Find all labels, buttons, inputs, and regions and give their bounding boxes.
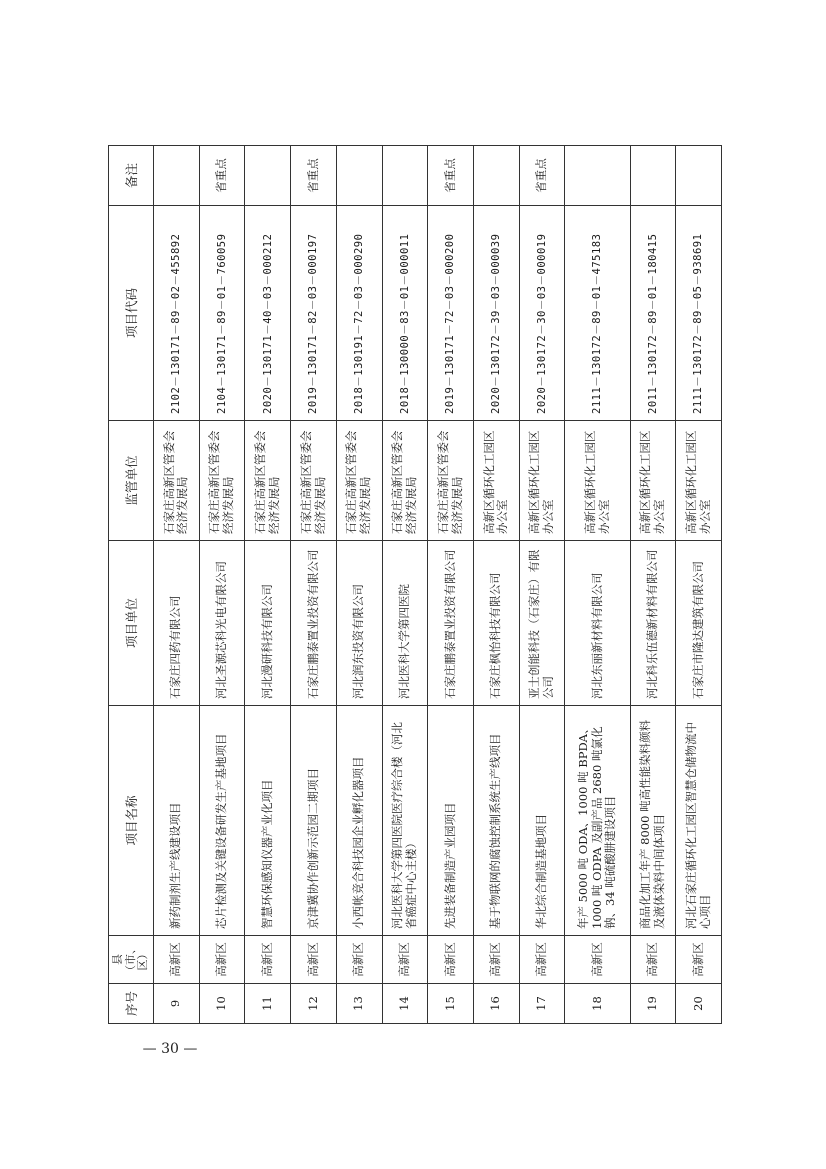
cell-supervisor: 高新区循环化工园区办公室 — [565, 421, 630, 541]
cell-county: 高新区 — [291, 936, 337, 984]
cell-remark — [382, 146, 428, 206]
cell-seq: 17 — [519, 984, 565, 1024]
cell-county: 高新区 — [565, 936, 630, 984]
table-row — [519, 146, 565, 1024]
project-table — [108, 145, 722, 1024]
cell-county: 高新区 — [630, 936, 676, 984]
cell-county: 高新区 — [382, 936, 428, 984]
cell-seq: 15 — [428, 984, 474, 1024]
cell-supervisor: 高新区循环化工园区办公室 — [630, 421, 676, 541]
cell-remark: 省重点 — [291, 146, 337, 206]
cell-seq: 12 — [291, 984, 337, 1024]
cell-remark: 省重点 — [199, 146, 245, 206]
cell-supervisor: 石家庄高新区管委会经济发展局 — [154, 421, 200, 541]
cell-project-code: 2020－130172－30－03－000019 — [519, 206, 565, 421]
table-row — [245, 146, 291, 1024]
header-county: 县 （市、区） — [109, 936, 154, 984]
header-project-code: 项目代码 — [109, 206, 154, 421]
cell-seq: 9 — [154, 984, 200, 1024]
cell-county: 高新区 — [245, 936, 291, 984]
cell-project-name: 芯片检测及关键设备研发生产基地项目 — [199, 706, 245, 936]
table-row — [676, 146, 722, 1024]
table-row — [474, 146, 520, 1024]
rotated-table-wrapper — [108, 146, 722, 1024]
header-remark: 备注 — [109, 146, 154, 206]
cell-remark — [474, 146, 520, 206]
cell-supervisor: 石家庄高新区管委会经济发展局 — [336, 421, 382, 541]
cell-project-code: 2018－130000－83－01－000011 — [382, 206, 428, 421]
header-seq: 序号 — [109, 984, 154, 1024]
cell-county: 高新区 — [474, 936, 520, 984]
cell-project-code: 2019－130171－72－03－000200 — [428, 206, 474, 421]
cell-project-unit: 石家庄市隆达建筑有限公司 — [676, 541, 722, 706]
cell-seq: 11 — [245, 984, 291, 1024]
cell-county: 高新区 — [336, 936, 382, 984]
cell-project-name: 华北综合制造基地项目 — [519, 706, 565, 936]
cell-project-name: 年产 5000 吨 ODA、1000 吨 BPDA、1000 吨 ODPA 及副产品 2680 吨氯化钠、34 吨硫酸肼建设项目 — [565, 706, 630, 936]
cell-project-code: 2111－130172－89－01－475183 — [565, 206, 630, 421]
cell-project-name: 河北石家庄循环化工园区智慧仓储物流中心项目 — [676, 706, 722, 936]
header-project-unit: 项目单位 — [109, 541, 154, 706]
cell-project-unit: 河北医科大学第四医院 — [382, 541, 428, 706]
cell-project-name: 商品化加工年产 8000 吨高性能染料颜料及液体染料中间体项目 — [630, 706, 676, 936]
cell-seq: 20 — [676, 984, 722, 1024]
cell-seq: 10 — [199, 984, 245, 1024]
cell-county: 高新区 — [154, 936, 200, 984]
table-body — [154, 146, 722, 1024]
cell-project-name: 京津冀协作创新示范园二期项目 — [291, 706, 337, 936]
cell-project-unit: 河北润东投资有限公司 — [336, 541, 382, 706]
cell-supervisor: 高新区循环化工园区办公室 — [676, 421, 722, 541]
cell-project-unit: 河北圣源芯科光电有限公司 — [199, 541, 245, 706]
cell-project-code: 2111－130172－89－05－938691 — [676, 206, 722, 421]
cell-remark: 省重点 — [428, 146, 474, 206]
cell-seq: 13 — [336, 984, 382, 1024]
cell-remark — [336, 146, 382, 206]
cell-supervisor: 高新区循环化工园区办公室 — [474, 421, 520, 541]
cell-remark — [630, 146, 676, 206]
cell-project-unit: 石家庄四药有限公司 — [154, 541, 200, 706]
table-row — [154, 146, 200, 1024]
cell-supervisor: 高新区循环化工园区办公室 — [519, 421, 565, 541]
cell-county: 高新区 — [676, 936, 722, 984]
cell-project-name: 智慧环保感知仪器产业化项目 — [245, 706, 291, 936]
cell-seq: 14 — [382, 984, 428, 1024]
table-header-row — [109, 146, 154, 1024]
cell-supervisor: 石家庄高新区管委会经济发展局 — [245, 421, 291, 541]
page-number: — 30 — — [142, 1041, 198, 1057]
cell-supervisor: 石家庄高新区管委会经济发展局 — [382, 421, 428, 541]
header-supervisor: 监管单位 — [109, 421, 154, 541]
cell-project-unit: 亚士创能科技（石家庄）有限公司 — [519, 541, 565, 706]
cell-project-unit: 石家庄枫怡科技有限公司 — [474, 541, 520, 706]
cell-supervisor: 石家庄高新区管委会经济发展局 — [291, 421, 337, 541]
cell-project-code: 2102－130171－89－02－455892 — [154, 206, 200, 421]
cell-project-code: 2020－130171－40－03－000212 — [245, 206, 291, 421]
cell-county: 高新区 — [199, 936, 245, 984]
cell-project-name: 基于物联网的腐蚀控制系统生产线项目 — [474, 706, 520, 936]
cell-project-code: 2104－130171－89－01－760059 — [199, 206, 245, 421]
cell-project-unit: 河北漫研科技有限公司 — [245, 541, 291, 706]
cell-supervisor: 石家庄高新区管委会经济发展局 — [199, 421, 245, 541]
table-row — [291, 146, 337, 1024]
cell-remark: 省重点 — [519, 146, 565, 206]
cell-seq: 18 — [565, 984, 630, 1024]
cell-project-code: 2019－130171－82－03－000197 — [291, 206, 337, 421]
cell-project-unit: 石家庄鹏泰置业投资有限公司 — [291, 541, 337, 706]
cell-project-code: 2011－130172－89－01－180415 — [630, 206, 676, 421]
cell-project-name: 先进装备制造产业园项目 — [428, 706, 474, 936]
cell-seq: 19 — [630, 984, 676, 1024]
cell-project-name: 河北医科大学第四医院医疗综合楼（河北省癌症中心主楼） — [382, 706, 428, 936]
cell-remark — [154, 146, 200, 206]
table-row — [565, 146, 630, 1024]
table-row — [336, 146, 382, 1024]
table-row — [630, 146, 676, 1024]
cell-project-unit: 河北科乐伍德新材料有限公司 — [630, 541, 676, 706]
header-project-name: 项目名称 — [109, 706, 154, 936]
cell-supervisor: 石家庄高新区管委会经济发展局 — [428, 421, 474, 541]
cell-project-code: 2018－130191－72－03－000290 — [336, 206, 382, 421]
cell-project-code: 2020－130172－39－03－000039 — [474, 206, 520, 421]
cell-remark — [565, 146, 630, 206]
cell-county: 高新区 — [519, 936, 565, 984]
table-row — [382, 146, 428, 1024]
cell-project-unit: 河北东丽新材料有限公司 — [565, 541, 630, 706]
cell-project-unit: 石家庄鹏泰置业投资有限公司 — [428, 541, 474, 706]
cell-remark — [676, 146, 722, 206]
cell-county: 高新区 — [428, 936, 474, 984]
cell-seq: 16 — [474, 984, 520, 1024]
cell-project-name: 小西帐竞合科技园企业孵化器项目 — [336, 706, 382, 936]
cell-remark — [245, 146, 291, 206]
table-row — [428, 146, 474, 1024]
cell-project-name: 新药制剂生产线建设项目 — [154, 706, 200, 936]
table-row — [199, 146, 245, 1024]
